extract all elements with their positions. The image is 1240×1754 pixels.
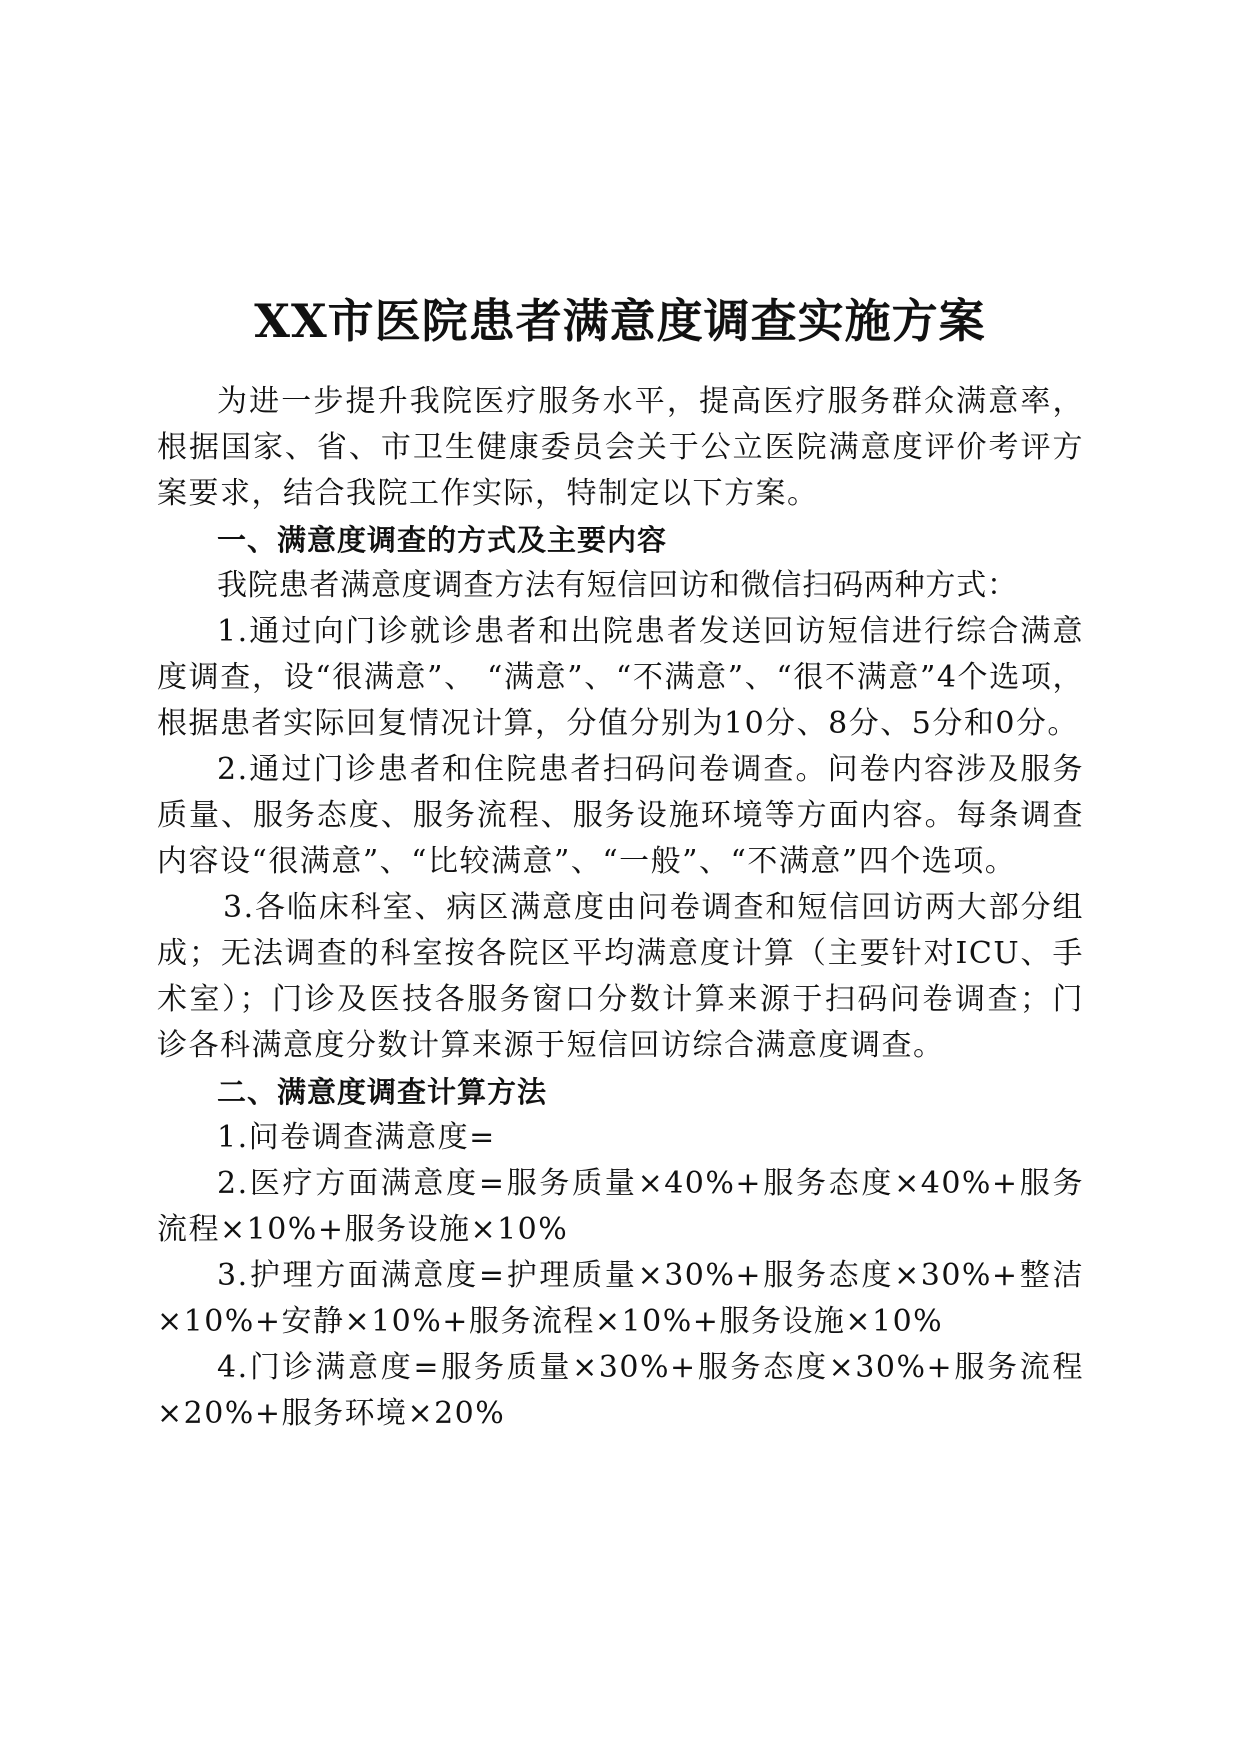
- document-title: XX市医院患者满意度调查实施方案: [254, 293, 986, 348]
- section-1-lead: 我院患者满意度调查方法有短信回访和微信扫码两种方式：: [217, 568, 1018, 603]
- section-1-item-3: 3.各临床科室、病区满意度由问卷调查和短信回访两大部分组成；无法调查的科室按各院区平均满意度计算（主要针对ICU、手术室）；门诊及医技各服务窗口分数计算来源于扫码问卷调查；门诊各科满意度分数计算来源于短信回访综合满意度调查。: [157, 890, 1084, 1063]
- section-2-item-4: 4.门诊满意度=服务质量×30%+服务态度×30%+服务流程×20%+服务环境×20%: [157, 1350, 1084, 1431]
- section-2-item-2: 2.医疗方面满意度=服务质量×40%+服务态度×40%+服务流程×10%+服务设施×10%: [157, 1166, 1084, 1247]
- section-1-item-1: 1.通过向门诊就诊患者和出院患者发送回访短信进行综合满意度调查，设“很满意”、 “满意”、“不满意”、“很不满意”4个选项，根据患者实际回复情况计算，分值分别为10分、8分、5分和0分。: [157, 614, 1084, 741]
- section-2-item-1: 1.问卷调查满意度=: [217, 1120, 496, 1155]
- section-1-heading: 一、满意度调查的方式及主要内容: [217, 523, 668, 557]
- intro-paragraph: 为进一步提升我院医疗服务水平，提高医疗服务群众满意率，根据国家、省、市卫生健康委员会关于公立医院满意度评价考评方案要求，结合我院工作实际，特制定以下方案。: [157, 384, 1084, 511]
- section-1-item-2: 2.通过门诊患者和住院患者扫码问卷调查。问卷内容涉及服务质量、服务态度、服务流程、服务设施环境等方面内容。每条调查内容设“很满意”、“比较满意”、“一般”、“不满意”四个选项。: [157, 752, 1084, 879]
- section-2-item-3: 3.护理方面满意度=护理质量×30%+服务态度×30%+整洁×10%+安静×10%+服务流程×10%+服务设施×10%: [157, 1258, 1084, 1339]
- section-2-heading: 二、满意度调查计算方法: [217, 1075, 548, 1109]
- document-body: [157, 379, 1084, 1437]
